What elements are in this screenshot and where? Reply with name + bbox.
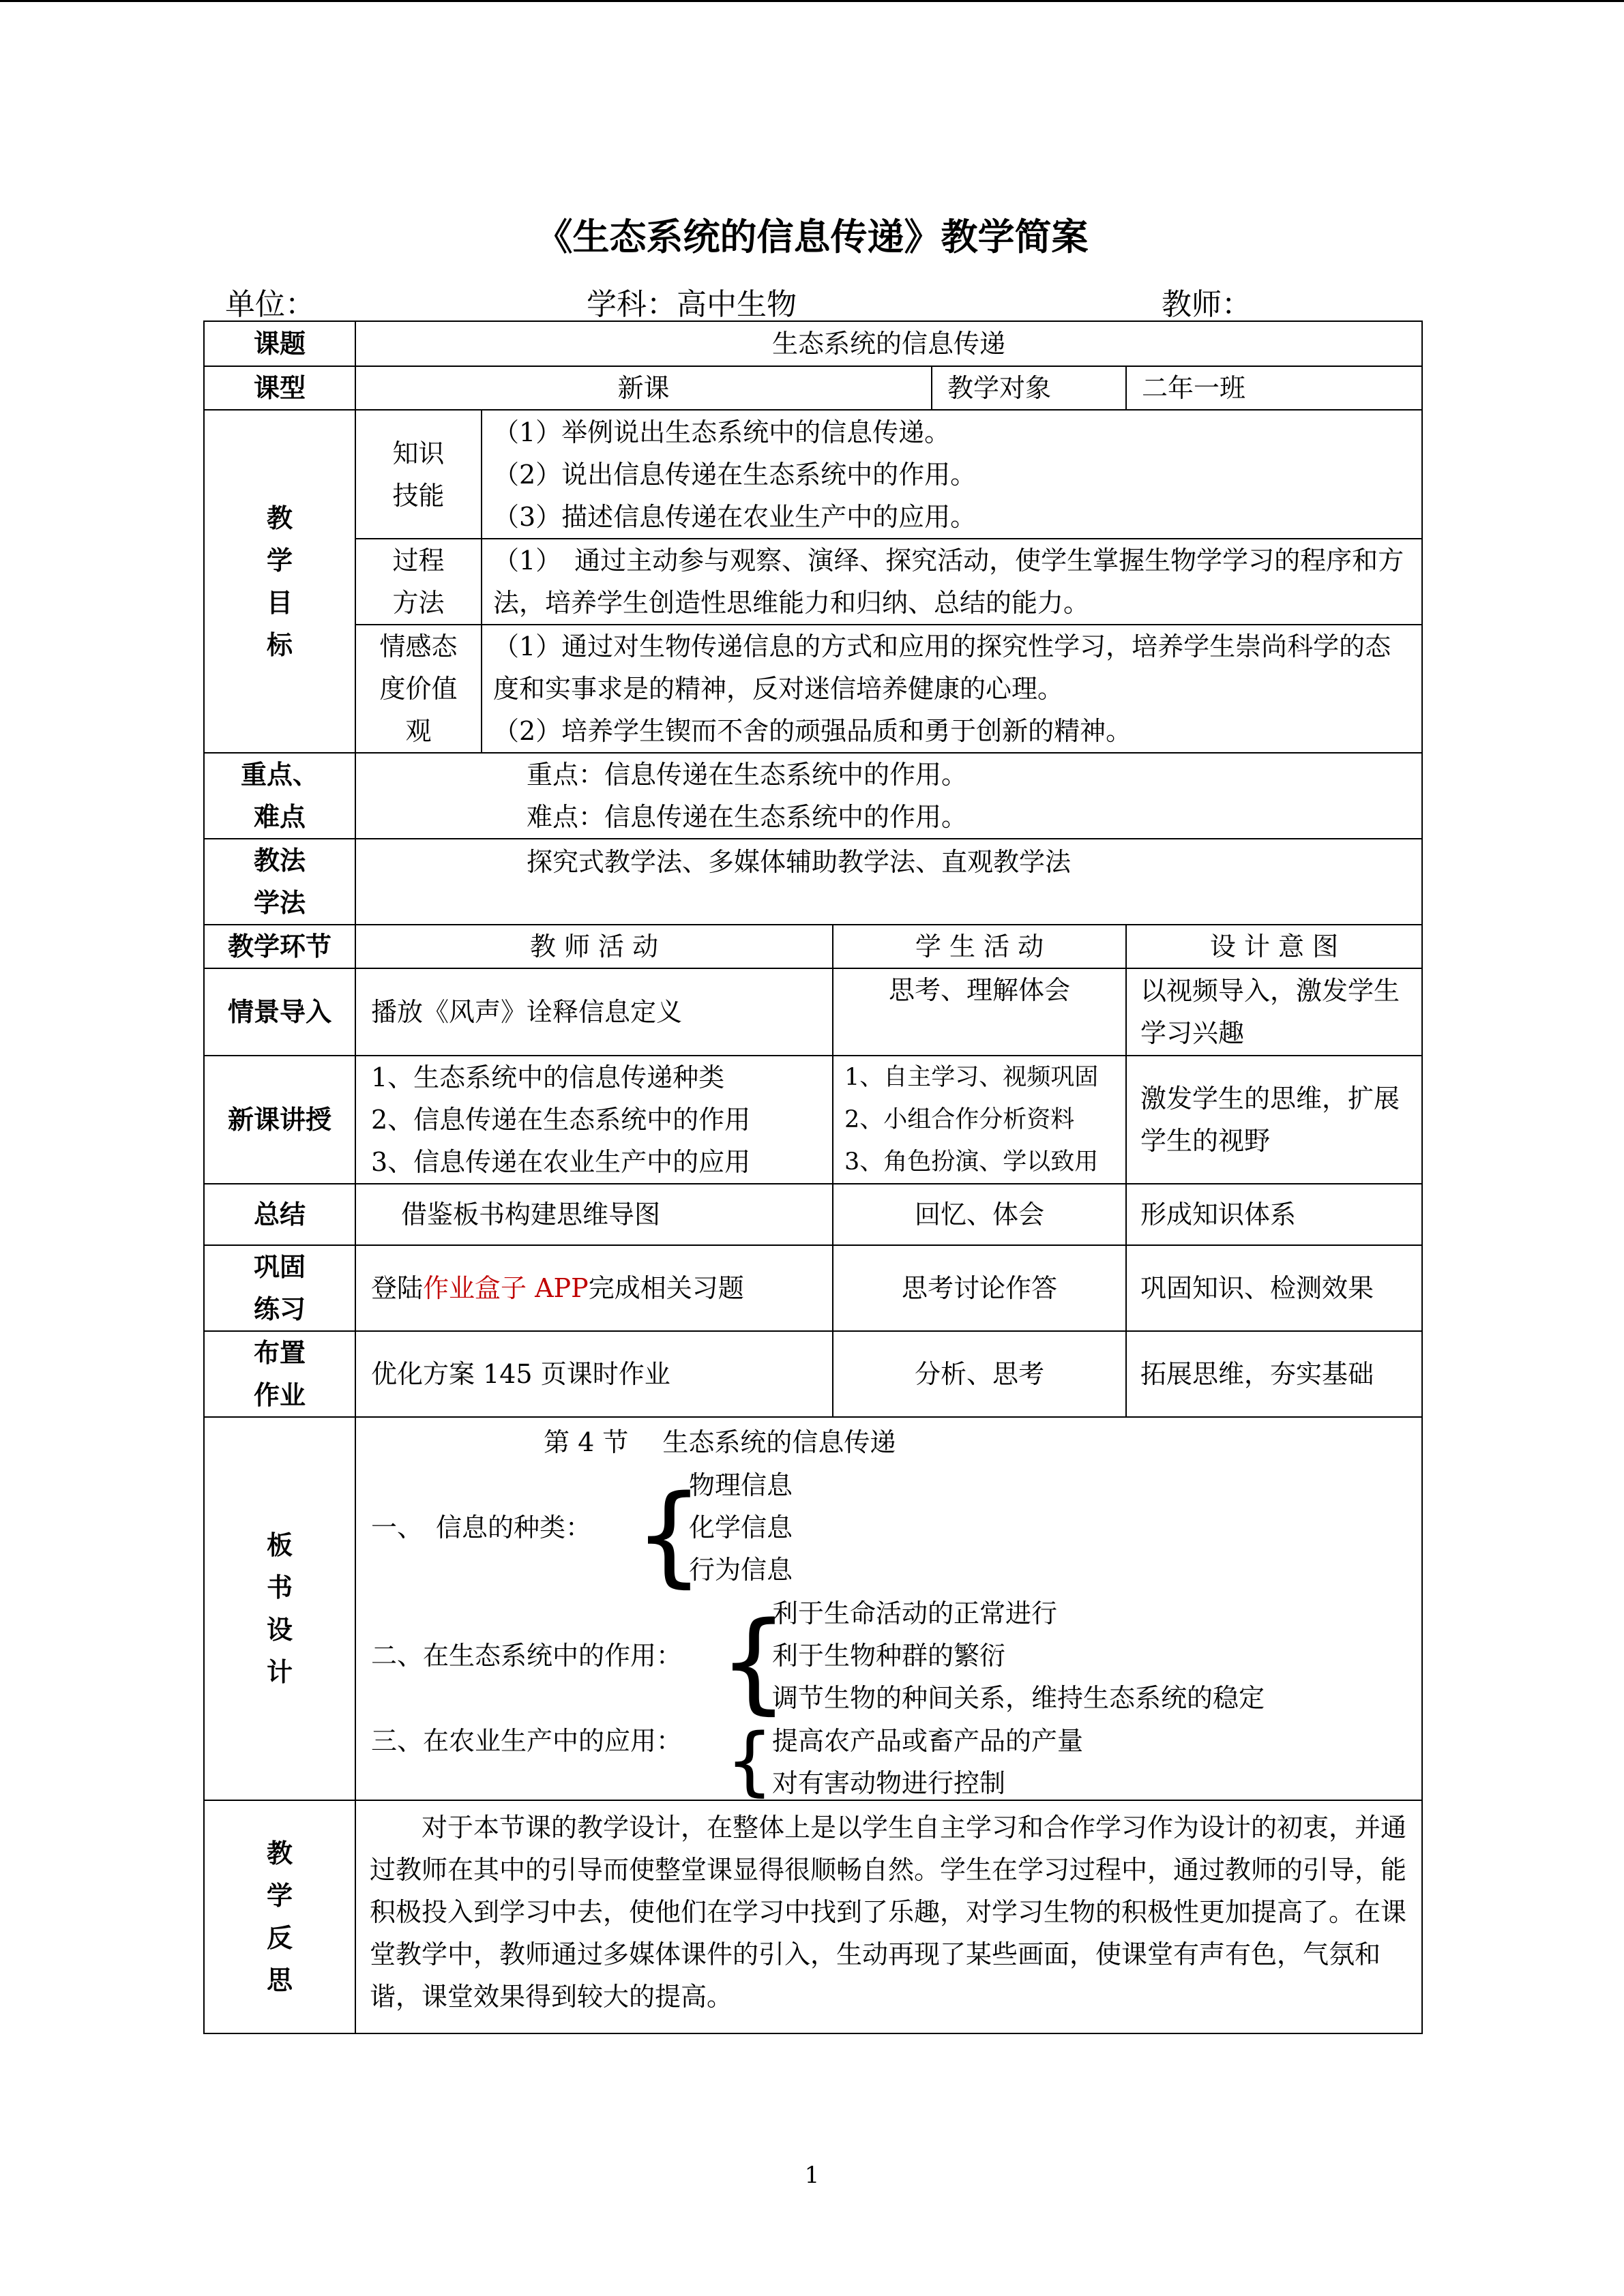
audience-value: 二年一班 [1126, 366, 1422, 410]
lecture-teacher: 1、生态系统中的信息传递种类 2、信息传递在生态系统中的作用 3、信息传递在农业生产中的应用 [355, 1056, 833, 1184]
teacher-label: 教师： [1162, 287, 1252, 322]
top-border-line [0, 0, 1624, 2]
lecture-label: 新课讲授 [204, 1056, 355, 1184]
board-s2-item: 利于生命活动的正常进行 [772, 1598, 1058, 1628]
row-practice [204, 1245, 1422, 1331]
type-value: 新课 [355, 366, 932, 410]
row-homework [204, 1331, 1422, 1417]
practice-label: 巩固 练习 [204, 1245, 355, 1331]
page-number: 1 [804, 2162, 820, 2189]
reflection-label: 教 学 反 思 [204, 1800, 355, 2033]
subject-label: 学科：高中生物 [587, 287, 797, 322]
board-section2-label: 二、在生态系统中的作用： [371, 1641, 683, 1671]
homework-teacher: 优化方案 145 页课时作业 [355, 1331, 833, 1417]
keypoints-items: 重点：信息传递在生态系统中的作用。 难点：信息传递在生态系统中的作用。 [355, 753, 1422, 839]
row-summary [204, 1184, 1422, 1245]
homework-student: 分析、思考 [833, 1331, 1126, 1417]
summary-label: 总结 [204, 1184, 355, 1245]
design-intent-header: 设 计 意 图 [1126, 925, 1422, 968]
board-s1-item: 物理信息 [689, 1470, 793, 1500]
practice-student: 思考讨论作答 [833, 1245, 1126, 1331]
process-text: （1） 通过主动参与观察、演绎、探究活动，使学生掌握生物学学习的程序和方法，培养学生创造性思维能力和归纳、总结的能力。 [482, 539, 1422, 625]
board-content [355, 1417, 1422, 1804]
intro-label: 情景导入 [204, 968, 355, 1056]
row-keypoints [204, 753, 1422, 839]
row-goals-knowledge [204, 410, 1422, 539]
lecture-design: 激发学生的思维，扩展学生的视野 [1126, 1056, 1422, 1184]
row-type [204, 366, 1422, 410]
practice-design: 巩固知识、检测效果 [1126, 1245, 1422, 1331]
methods-value: 探究式教学法、多媒体辅助教学法、直观教学法 [355, 839, 1422, 925]
summary-design: 形成知识体系 [1126, 1184, 1422, 1245]
student-activity-header: 学 生 活 动 [833, 925, 1126, 968]
teacher-activity-header: 教 师 活 动 [355, 925, 833, 968]
row-board-design [204, 1417, 1422, 1800]
goals-label: 教 学 目 标 [204, 410, 355, 753]
row-lecture [204, 1056, 1422, 1184]
lecture-student: 1、自主学习、视频巩固 2、小组合作分析资料 3、角色扮演、学以致用 [833, 1056, 1126, 1184]
summary-student: 回忆、体会 [833, 1184, 1126, 1245]
row-activity-header [204, 925, 1422, 968]
homework-label: 布置 作业 [204, 1331, 355, 1417]
methods-label: 教法 学法 [204, 839, 355, 925]
brace-icon: { [634, 1471, 704, 1598]
intro-teacher: 播放《风声》诠释信息定义 [355, 968, 833, 1056]
lesson-plan-table [203, 320, 1423, 2034]
homework-design: 拓展思维，夯实基础 [1126, 1331, 1422, 1417]
board-s3-item: 对有害动物进行控制 [772, 1768, 1006, 1798]
board-label: 板 书 设 计 [204, 1417, 355, 1800]
process-label: 过程 方法 [355, 539, 482, 625]
emotion-items: （1）通过对生物传递信息的方式和应用的探究性学习，培养学生崇尚科学的态度和实事求是的精神，反对迷信培养健康的心理。 （2）培养学生锲而不舍的顽强品质和勇于创新的精神。 [482, 625, 1422, 753]
board-s3-item: 提高农产品或畜产品的产量 [772, 1726, 1084, 1756]
intro-design: 以视频导入，激发学生学习兴趣 [1126, 968, 1422, 1056]
board-s2-item: 调节生物的种间关系，维持生态系统的稳定 [772, 1683, 1265, 1713]
keypoints-label: 重点、 难点 [204, 753, 355, 839]
row-methods [204, 839, 1422, 925]
row-goals-emotion [204, 625, 1422, 753]
brace-icon: { [719, 1598, 788, 1725]
row-topic [204, 321, 1422, 366]
board-section1-label: 一、 信息的种类： [371, 1512, 592, 1542]
row-intro [204, 968, 1422, 1056]
row-reflection [204, 1800, 1422, 2033]
board-s2-item: 利于生物种群的繁衍 [772, 1641, 1006, 1671]
audience-label: 教学对象 [932, 366, 1126, 410]
topic-value: 生态系统的信息传递 [355, 321, 1422, 366]
row-goals-process [204, 539, 1422, 625]
board-s1-item: 行为信息 [689, 1555, 793, 1585]
board-s1-item: 化学信息 [689, 1512, 793, 1542]
reflection-text: 对于本节课的教学设计，在整体上是以学生自主学习和合作学习作为设计的初衷，并通过教师在其中的引导而使整堂课显得很顺畅自然。学生在学习过程中，通过教师的引导，能积极投入到学习中去，使他们在学习中找到了乐趣，对学习生物的积极性更加提高了。在课堂教学中，教师通过多媒体课件的引入，生动再现了某些画面，使课堂有声有色，气氛和谐，课堂效果得到较大的提高。 [355, 1800, 1422, 2033]
unit-label: 单位： [225, 287, 315, 322]
board-heading: 第 4 节 生态系统的信息传递 [544, 1427, 896, 1457]
document-title: 《生态系统的信息传递》教学简案 [535, 215, 1089, 258]
emotion-label: 情感态 度价值 观 [355, 625, 482, 753]
stage-header: 教学环节 [204, 925, 355, 968]
summary-teacher: 借鉴板书构建思维导图 [355, 1184, 833, 1245]
practice-teacher: 登陆作业盒子 APP完成相关习题 [355, 1245, 833, 1331]
topic-label: 课题 [204, 321, 355, 366]
intro-student: 思考、理解体会 [833, 968, 1126, 1056]
type-label: 课型 [204, 366, 355, 410]
knowledge-items: （1）举例说出生态系统中的信息传递。 （2）说出信息传递在生态系统中的作用。 （3）描述信息传递在农业生产中的应用。 [482, 410, 1422, 539]
app-name-highlight: 作业盒子 APP [423, 1273, 589, 1303]
knowledge-label: 知识 技能 [355, 410, 482, 539]
board-section3-label: 三、在农业生产中的应用： [371, 1726, 683, 1756]
brace-icon: { [726, 1717, 773, 1804]
